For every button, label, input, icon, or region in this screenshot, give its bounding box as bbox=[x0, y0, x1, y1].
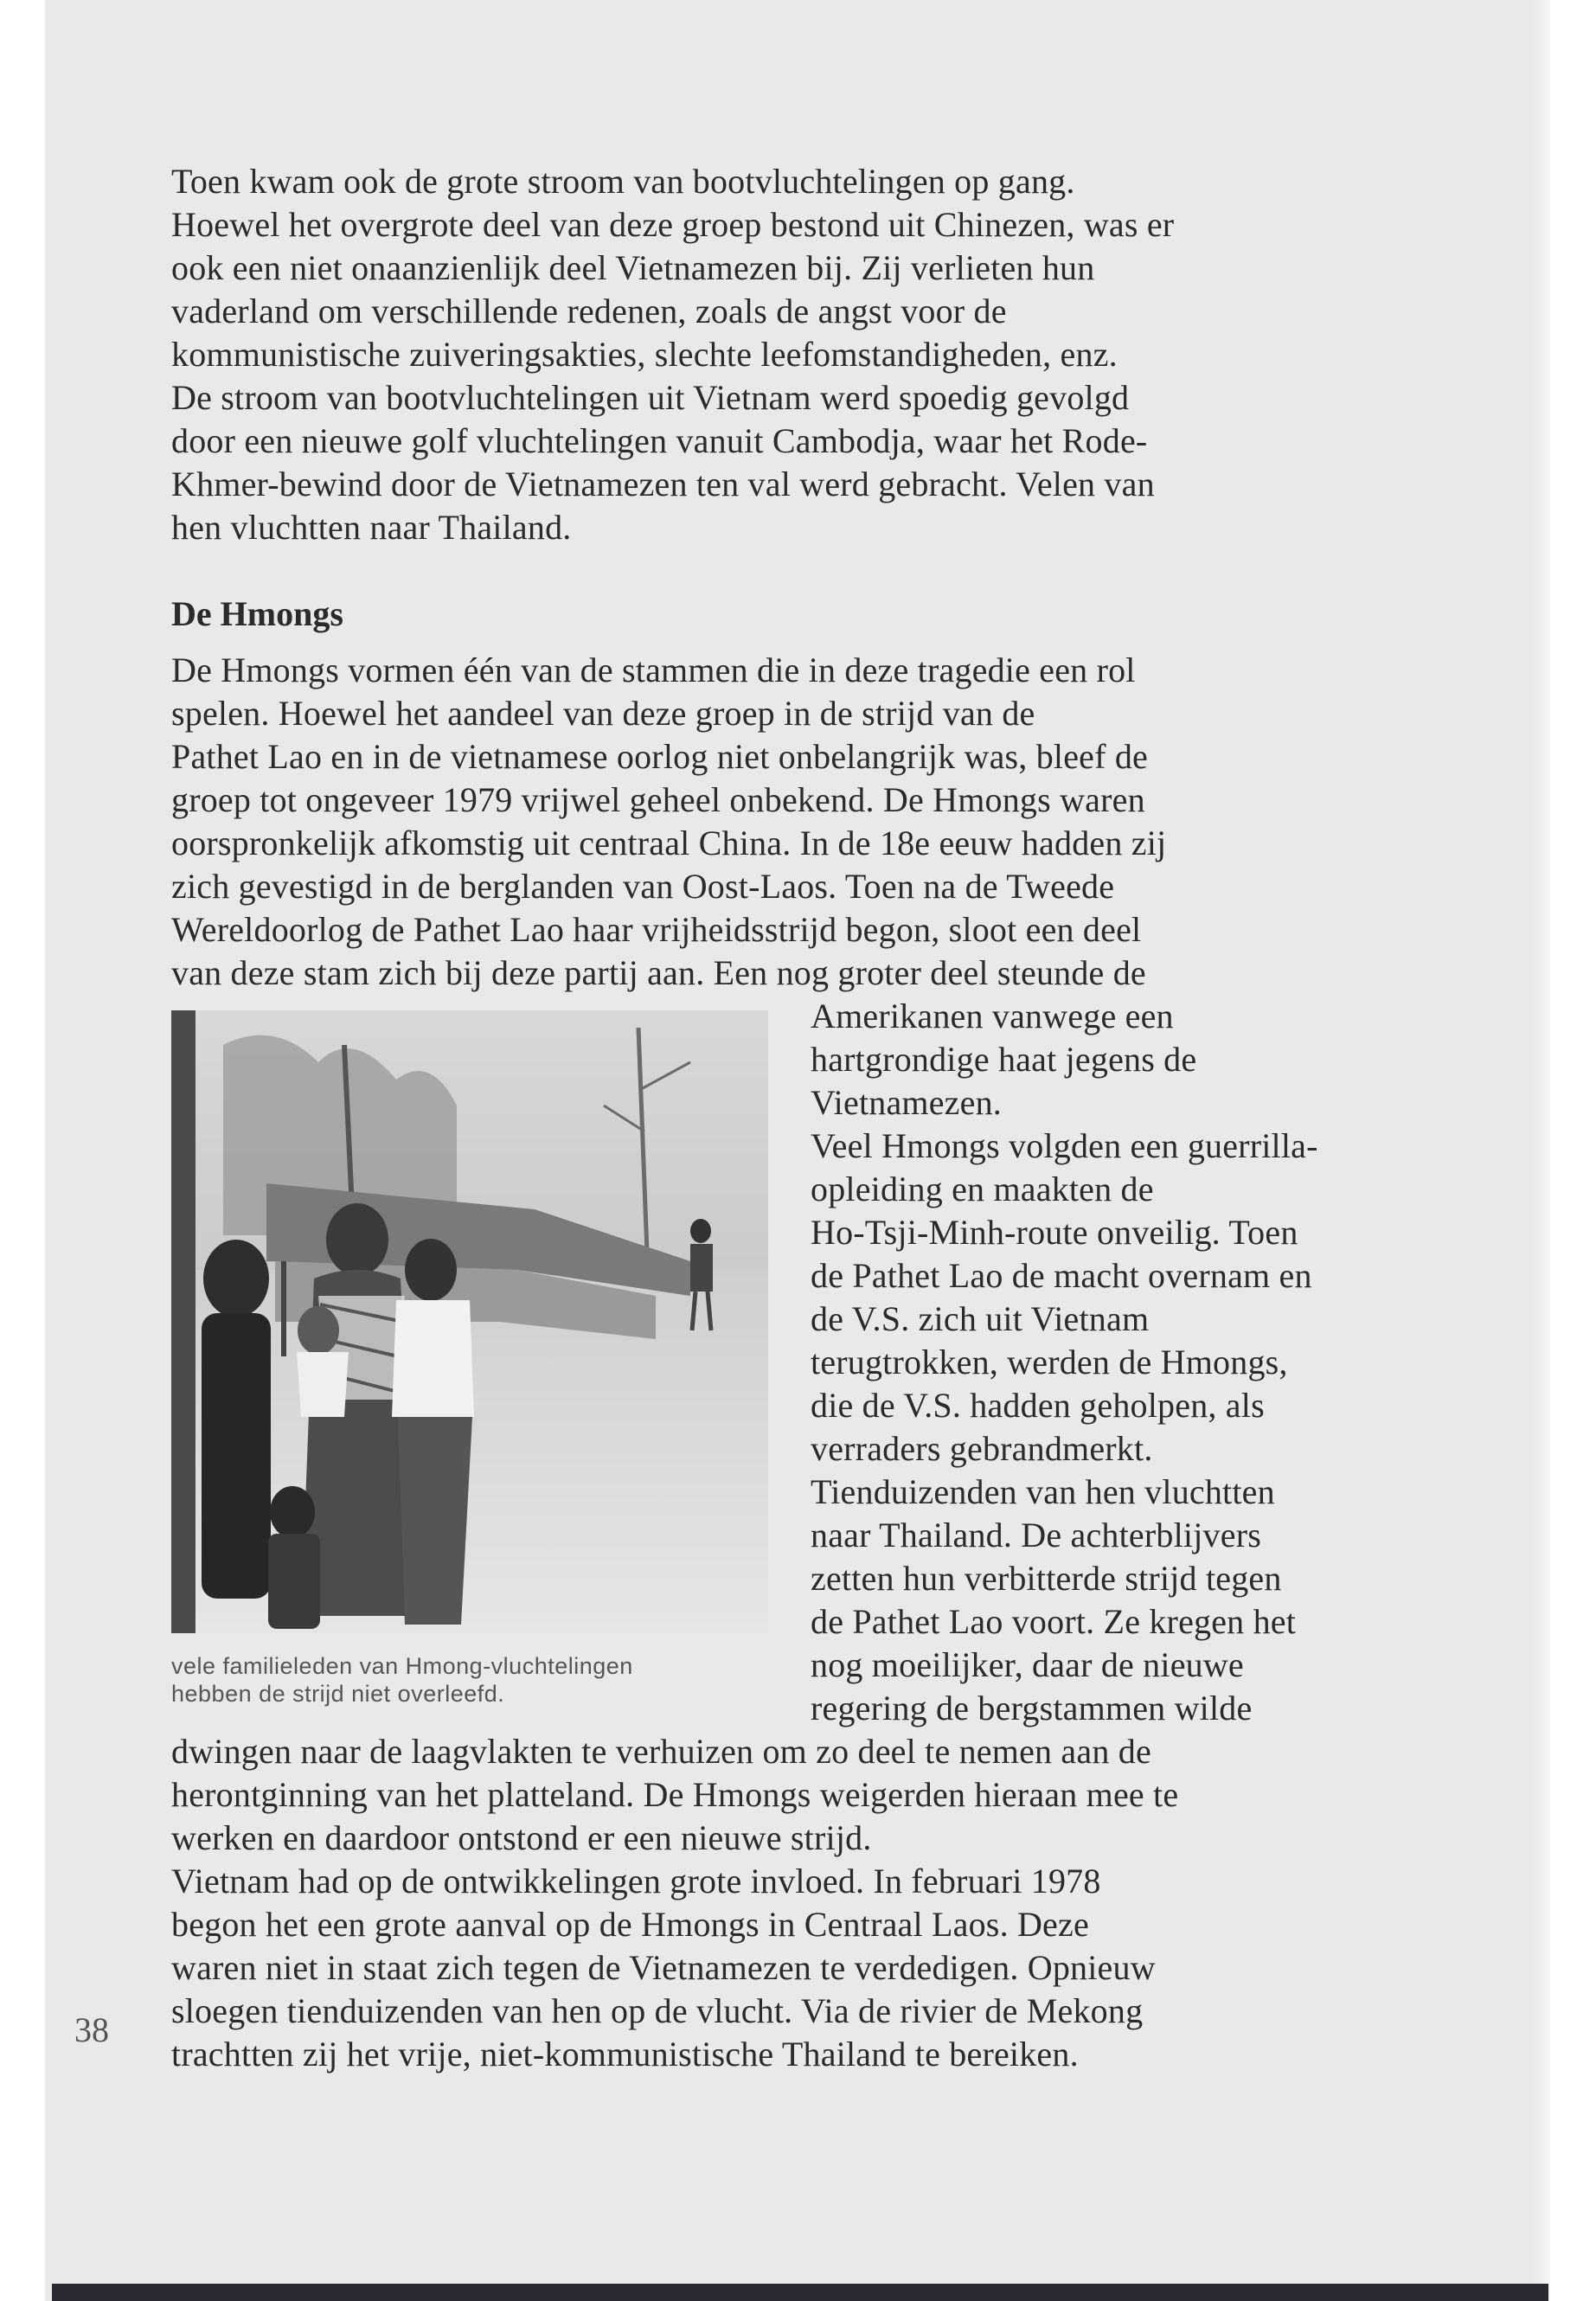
text-line: nog moeilijker, daar de nieuwe bbox=[811, 1645, 1244, 1684]
text-line: Vietnamezen. bbox=[811, 1083, 1002, 1122]
page-number: 38 bbox=[74, 2010, 109, 2049]
text-line: terugtrokken, werden de Hmongs, bbox=[811, 1343, 1288, 1381]
text-line: Wereldoorlog de Pathet Lao haar vrijheidsstrijd begon, sloot een deel bbox=[171, 910, 1142, 949]
text-line: hen vluchtten naar Thailand. bbox=[171, 508, 572, 547]
text-line: sloegen tienduizenden van hen op de vlucht. Via de rivier de Mekong bbox=[171, 1991, 1144, 2030]
text-line: werken en daardoor ontstond er een nieuwe strijd. bbox=[171, 1818, 872, 1857]
text-line: ook een niet onaanzienlijk deel Vietnamezen bij. Zij verlieten hun bbox=[171, 248, 1095, 287]
text-line: de Pathet Lao de macht overnam en bbox=[811, 1256, 1312, 1295]
caption-line: vele familieleden van Hmong-vluchtelingen bbox=[171, 1653, 633, 1679]
paragraph-3 bbox=[171, 1730, 1178, 2076]
text-line: Veel Hmongs volgden een guerrilla- bbox=[811, 1126, 1318, 1165]
page-edge-shade bbox=[1531, 0, 1550, 2301]
section-heading: De Hmongs bbox=[171, 594, 343, 633]
photo-caption bbox=[171, 1652, 633, 1708]
text-line: verraders gebrandmerkt. bbox=[811, 1429, 1153, 1468]
text-line: kommunistische zuiveringsakties, slechte leefomstandigheden, enz. bbox=[171, 335, 1118, 374]
text-line: naar Thailand. De achterblijvers bbox=[811, 1516, 1261, 1554]
text-line: De stroom van bootvluchtelingen uit Vietnam werd spoedig gevolgd bbox=[171, 378, 1130, 417]
text-line: van deze stam zich bij deze partij aan. Een nog groter deel steunde de bbox=[171, 953, 1146, 992]
bottom-edge-strip bbox=[52, 2284, 1548, 2301]
text-line: opleiding en maakten de bbox=[811, 1170, 1154, 1208]
text-line: Tienduizenden van hen vluchtten bbox=[811, 1472, 1275, 1511]
text-line: spelen. Hoewel het aandeel van deze groep in de strijd van de bbox=[171, 694, 1035, 733]
text-line: dwingen naar de laagvlakten te verhuizen om zo deel te nemen aan de bbox=[171, 1732, 1151, 1771]
text-line: Hoewel het overgrote deel van deze groep bestond uit Chinezen, was er bbox=[171, 205, 1175, 244]
paragraph-1 bbox=[171, 160, 1174, 549]
text-line: zich gevestigd in de berglanden van Oost-Laos. Toen na de Tweede bbox=[171, 867, 1115, 906]
photo-illustration bbox=[171, 1010, 768, 1633]
text-line: herontginning van het platteland. De Hmongs weigerden hieraan mee te bbox=[171, 1775, 1179, 1814]
text-line: door een nieuwe golf vluchtelingen vanuit Cambodja, waar het Rode- bbox=[171, 421, 1148, 460]
text-line: de V.S. zich uit Vietnam bbox=[811, 1299, 1150, 1338]
text-line: Pathet Lao en in de vietnamese oorlog niet onbelangrijk was, bleef de bbox=[171, 737, 1148, 776]
hmong-family-photo bbox=[171, 1010, 768, 1633]
text-line: De Hmongs vormen één van de stammen die in deze tragedie een rol bbox=[171, 651, 1136, 689]
text-line: de Pathet Lao voort. Ze kregen het bbox=[811, 1602, 1297, 1641]
text-line: Vietnam had op de ontwikkelingen grote invloed. In februari 1978 bbox=[171, 1862, 1101, 1900]
text-line: Amerikanen vanwege een bbox=[811, 997, 1174, 1035]
text-line: Khmer-bewind door de Vietnamezen ten val werd gebracht. Velen van bbox=[171, 465, 1155, 503]
text-line: waren niet in staat zich tegen de Vietnamezen te verdedigen. Opnieuw bbox=[171, 1948, 1156, 1987]
text-line: trachtten zij het vrije, niet-kommunistische Thailand te bereiken. bbox=[171, 2035, 1079, 2073]
text-line: regering de bergstammen wilde bbox=[811, 1689, 1253, 1727]
text-line: die de V.S. hadden geholpen, als bbox=[811, 1386, 1265, 1425]
text-line: Toen kwam ook de grote stroom van bootvluchtelingen op gang. bbox=[171, 162, 1075, 201]
paragraph-2 bbox=[171, 649, 1166, 995]
text-line: vaderland om verschillende redenen, zoals de angst voor de bbox=[171, 292, 1007, 330]
text-line: oorspronkelijk afkomstig uit centraal China. In de 18e eeuw hadden zij bbox=[171, 824, 1167, 862]
caption-line: hebben de strijd niet overleefd. bbox=[171, 1681, 505, 1707]
text-line: groep tot ongeveer 1979 vrijwel geheel onbekend. De Hmongs waren bbox=[171, 780, 1145, 819]
text-line: begon het een grote aanval op de Hmongs in Centraal Laos. Deze bbox=[171, 1905, 1089, 1944]
text-line: zetten hun verbitterde strijd tegen bbox=[811, 1559, 1282, 1598]
text-line: hartgrondige haat jegens de bbox=[811, 1040, 1197, 1079]
text-line: Ho-Tsji-Minh-route onveilig. Toen bbox=[811, 1213, 1298, 1252]
wrapped-text-column bbox=[811, 995, 1318, 1730]
